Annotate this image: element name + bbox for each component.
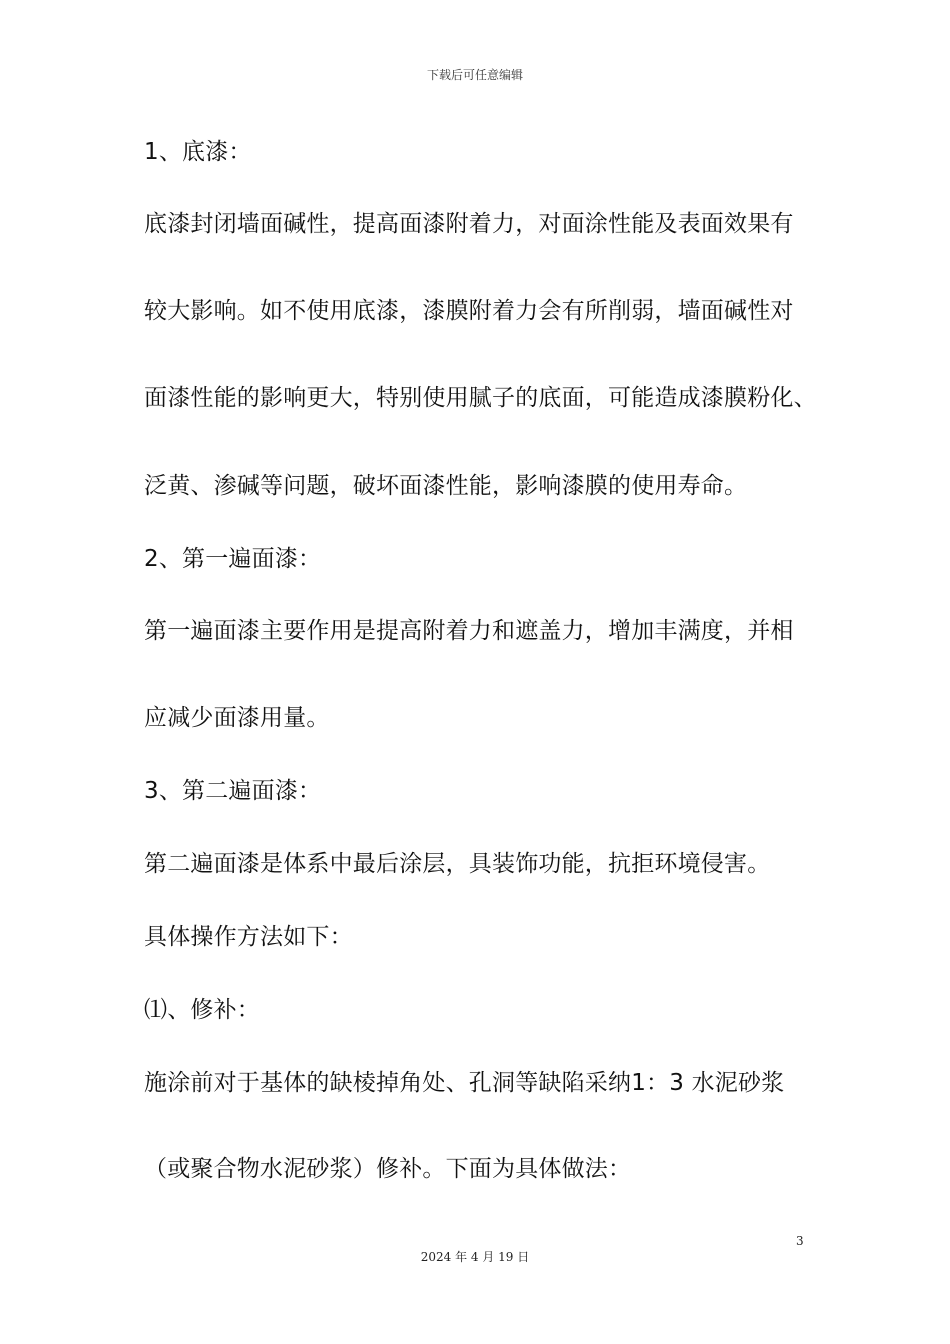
- paragraph-line: 底漆封闭墙面碱性，提高面漆附着力，对面涂性能及表面效果有: [144, 211, 794, 237]
- paragraph-line: 第一遍面漆主要作用是提高附着力和遮盖力，增加丰满度，并相: [144, 618, 794, 644]
- footer-date: 2024 年 4 月 19 日: [420, 1250, 530, 1264]
- paragraph-line: 面漆性能的影响更大，特别使用腻子的底面，可能造成漆膜粉化、: [144, 385, 817, 411]
- section-heading-second-coat: 3、第二遍面漆：: [144, 778, 322, 804]
- paragraph-line: 泛黄、渗碱等问题，破坏面漆性能，影响漆膜的使用寿命。: [144, 473, 748, 499]
- paragraph-line: （或聚合物水泥砂浆）修补。下面为具体做法：: [144, 1156, 632, 1182]
- page-header: 下载后可任意编辑: [426, 68, 523, 82]
- paragraph-line: 应减少面漆用量。: [144, 705, 330, 731]
- paragraph-line: 具体操作方法如下：: [144, 924, 353, 950]
- section-heading-primer: 1、底漆：: [144, 139, 252, 165]
- paragraph-line: 第二遍面漆是体系中最后涂层，具装饰功能，抗拒环境侵害。: [144, 851, 771, 877]
- sub-heading-repair: ⑴、修补：: [144, 997, 260, 1023]
- paragraph-line: 施涂前对于基体的缺棱掉角处、孔洞等缺陷采纳1：3 水泥砂浆: [144, 1070, 785, 1096]
- page-number: 3: [796, 1234, 804, 1248]
- paragraph-line: 较大影响。如不使用底漆，漆膜附着力会有所削弱，墙面碱性对: [144, 298, 794, 324]
- section-heading-first-coat: 2、第一遍面漆：: [144, 546, 322, 572]
